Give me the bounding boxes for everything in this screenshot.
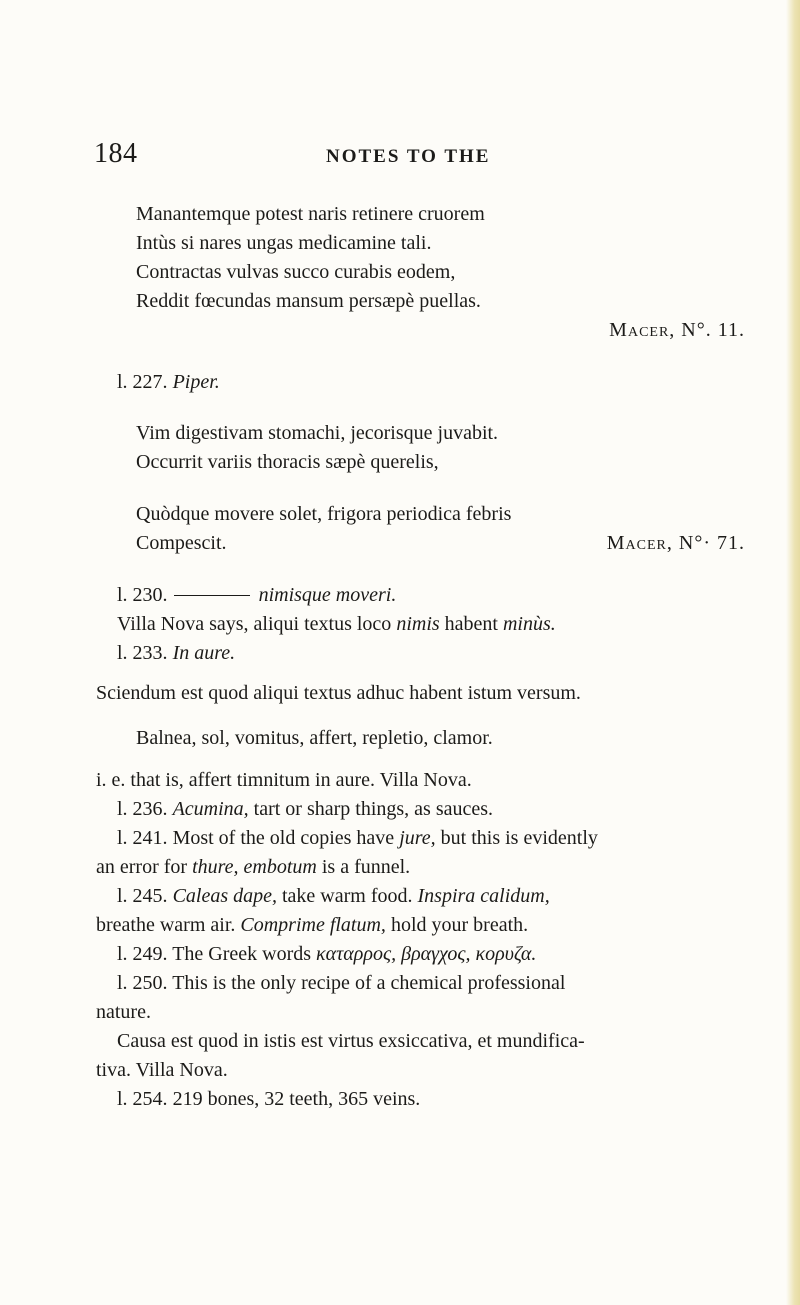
note-230-word-a: nimis (396, 613, 440, 635)
note-227 (117, 372, 220, 392)
page-number: 184 (94, 138, 138, 169)
page-header (0, 138, 800, 178)
note-230-text (117, 614, 556, 634)
note-230-word-b: minùs. (502, 613, 556, 635)
verse2-citation: Macer, N°· 71. (606, 532, 745, 554)
note-233-text: Sciendum est quod aliqui textus adhuc habent istum versum. (96, 682, 581, 704)
verse1-line-2: Intùs si nares ungas medicamine tali. (136, 232, 432, 254)
note-236-term: Acumina, (172, 798, 249, 820)
note-254-ref: l. 254. (117, 1088, 168, 1110)
note-249 (117, 944, 536, 964)
note-249-greek: καταρρος, βραγχος, κορυζα. (316, 943, 537, 965)
note-245-text-a: take warm food. (277, 885, 418, 907)
note-241-text-b: but this is evidently (435, 827, 598, 849)
note-241-line2-c: is a funnel. (316, 856, 411, 878)
verse2-line-1: Vim digestivam stomachi, jecorisque juvabit. (136, 422, 499, 444)
note-233-ref: l. 233. (117, 642, 168, 664)
note-249-text: The Greek words (172, 943, 317, 965)
note-230-dash (174, 595, 250, 596)
note-241-line-1 (117, 828, 598, 848)
note-241-text-a: Most of the old copies have (172, 827, 400, 849)
note-254 (117, 1089, 420, 1109)
note-230-ref: l. 230. (117, 584, 168, 606)
page-edge (786, 0, 800, 1305)
note-241-line-2 (96, 857, 410, 877)
note-233-verse: Balnea, sol, vomitus, affert, repletio, clamor. (136, 727, 493, 749)
running-head: NOTES TO THE (326, 146, 491, 167)
note-241-ref: l. 241. (117, 827, 168, 849)
note-241-line2-a: an error for (96, 856, 193, 878)
note-227-title: Piper. (172, 371, 220, 393)
note-227-ref: l. 227. (117, 371, 168, 393)
note-249-ref: l. 249. (117, 943, 168, 965)
note-245-line2-b: hold your breath. (385, 914, 529, 936)
note-245-term-c: Comprime flatum, (240, 914, 386, 936)
verse1-line-1: Manantemque potest naris retinere cruorem (136, 203, 485, 225)
note-241-term-c: embotum (243, 856, 317, 878)
note-233-title: In aure. (172, 642, 236, 664)
note-241-term-a: jure, (399, 827, 436, 849)
verse1-line-4: Reddit fœcundas mansum persæpè puellas. (136, 290, 481, 312)
note-230-heading (117, 585, 396, 605)
note-236-text: tart or sharp things, as sauces. (248, 798, 494, 820)
note-236 (117, 799, 493, 819)
verse2-line-4: Compescit. (136, 532, 227, 554)
note-233-heading (117, 643, 235, 663)
note-230-text-b: habent (439, 613, 503, 635)
note-245-line2-a: breathe warm air. (96, 914, 241, 936)
note-250-ref: l. 250. (117, 972, 168, 994)
note-233-gloss: i. e. that is, affert timnitum in aure. Villa Nova. (96, 769, 472, 791)
note-245-term-b: Inspira calidum, (417, 885, 550, 907)
note-254-text: 219 bones, 32 teeth, 365 veins. (172, 1088, 421, 1110)
note-245-ref: l. 245. (117, 885, 168, 907)
note-236-ref: l. 236. (117, 798, 168, 820)
verse1-line-3: Contractas vulvas succo curabis eodem, (136, 261, 456, 283)
note-250-line1: This is the only recipe of a chemical professional (172, 972, 566, 994)
note-250-line-4: tiva. Villa Nova. (96, 1059, 228, 1081)
verse2-line-3: Quòdque movere solet, frigora periodica febris (136, 503, 512, 525)
note-250-line-2: nature. (96, 1001, 151, 1023)
note-245-line-2 (96, 915, 528, 935)
verse2-line-2: Occurrit variis thoracis sæpè querelis, (136, 451, 439, 473)
note-250-line-1 (117, 973, 565, 993)
verse1-citation: Macer, N°. 11. (609, 319, 745, 341)
note-245-term-a: Caleas dape, (172, 885, 277, 907)
note-250-line-3: Causa est quod in istis est virtus exsiccativa, et mundifica- (117, 1030, 585, 1052)
note-245-line-1 (117, 886, 550, 906)
note-241-term-b: thure, (192, 856, 239, 878)
note-230-phrase: nimisque moveri. (258, 584, 397, 606)
note-230-text-a: Villa Nova says, aliqui textus loco (117, 613, 397, 635)
